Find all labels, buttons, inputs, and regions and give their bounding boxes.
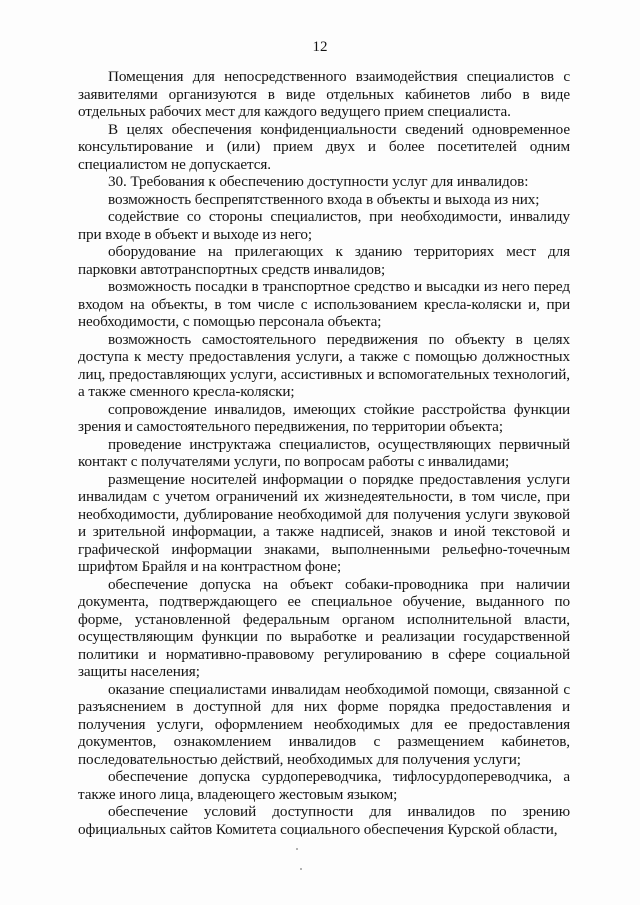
list-item: оказание специалистами инвалидам необходимой помощи, связанной с разъяснением в доступной для них форме порядка предоставления и получения услуги, оформлением необходимых для ее предоставления документов, ознакомлением инвалидов с размещением кабинетов, последовательностью действий, необходимых для получения услуги; [78, 680, 570, 768]
list-item: оборудование на прилегающих к зданию территориях мест для парковки автотранспортных средств инвалидов; [78, 243, 570, 278]
list-item: размещение носителей информации о порядке предоставления услуги инвалидам с учетом ограничений их жизнедеятельности, в том числе, при необходимости, дублирование необходимой для получения услуги звуковой и зрительной информации, а также надписей, знаков и иной текстовой и графической информации знаками, выполненными рельефно-точечным шрифтом Брайля и на контрастном фоне; [78, 470, 570, 575]
section-heading: 30. Требования к обеспечению доступности услуг для инвалидов: [108, 173, 529, 190]
paragraph: В целях обеспечения конфиденциальности сведений одновременное консультирование и (или) прием двух и более посетителей одним специалистом не допускается. [78, 120, 570, 173]
list-item: возможность беспрепятственного входа в объекты и выхода из них; [108, 190, 540, 208]
page-body [78, 68, 570, 838]
page-number: 12 [312, 39, 328, 55]
list-item: обеспечение условий доступности для инвалидов по зрению официальных сайтов Комитета социального обеспечения Курской области, [78, 803, 570, 838]
paragraph: Помещения для непосредственного взаимодействия специалистов с заявителями организуются в виде отдельных кабинетов либо в виде отдельных рабочих мест для каждого ведущего прием специалиста. [78, 68, 570, 120]
list-item: обеспечение допуска на объект собаки-проводника при наличии документа, подтверждающего ее специальное обучение, выданного по форме, установленной федеральным органом исполнительной власти, осуществляющим функции по выработке и реализации государственной политики и нормативно-правовому регулированию в сфере социальной защиты населения; [78, 575, 570, 680]
scan-speck [296, 848, 298, 850]
list-item: обеспечение допуска сурдопереводчика, тифлосурдопереводчика, а также иного лица, владеющего жестовым языком; [78, 768, 570, 803]
list-item: проведение инструктажа специалистов, осуществляющих первичный контакт с получателями услуги, по вопросам работы с инвалидами; [78, 435, 570, 470]
list-item: возможность посадки в транспортное средство и высадки из него перед входом на объекты, в том числе с использованием кресла-коляски и, при необходимости, с помощью персонала объекта; [78, 278, 570, 330]
scan-speck [300, 868, 302, 870]
list-item: возможность самостоятельного передвижения по объекту в целях доступа к месту предоставления услуги, а также с помощью должностных лиц, предоставляющих услуги, ассистивных и вспомогательных технологий, а также сменного кресла-коляски; [78, 330, 570, 400]
list-item: сопровождение инвалидов, имеющих стойкие расстройства функции зрения и самостоятельного передвижения, по территории объекта; [78, 400, 570, 435]
list-item: содействие со стороны специалистов, при необходимости, инвалиду при входе в объект и выходе из него; [78, 208, 570, 243]
